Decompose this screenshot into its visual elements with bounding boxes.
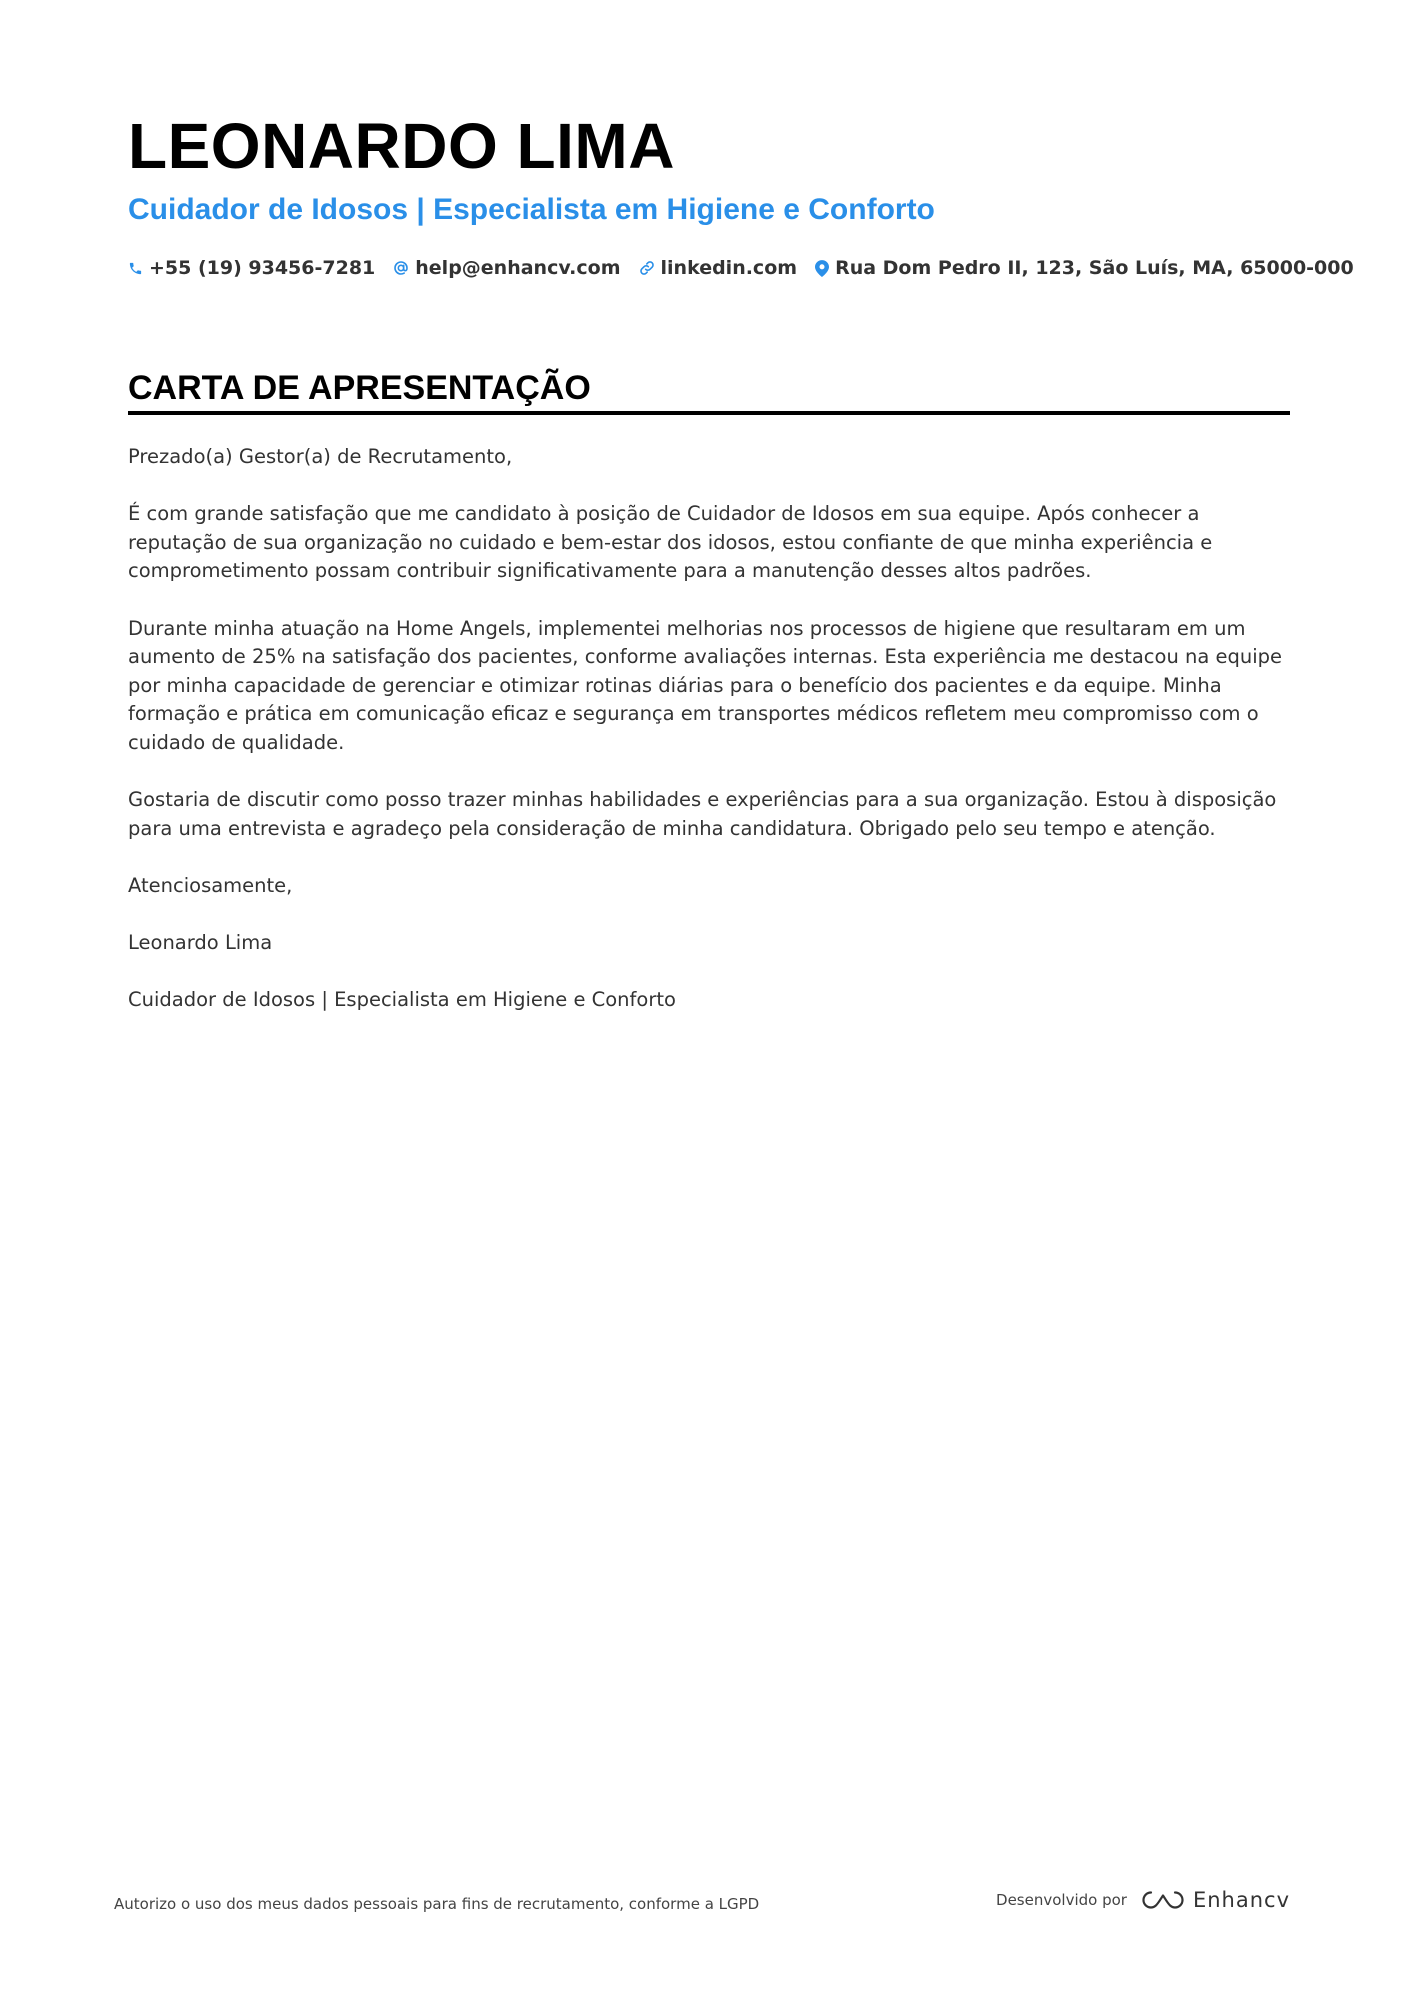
letter-paragraph: Gostaria de discutir como posso trazer minhas habilidades e experiências para a sua organização. Estou à disposição para uma entrevista e agradeço pela consideração de minha candidatura. Obrigado pelo seu tempo e atenção.	[128, 788, 1277, 840]
contact-address-text: Rua Dom Pedro II, 123, São Luís, MA, 65000-000	[835, 257, 1354, 279]
letter-salutation: Prezado(a) Gestor(a) de Recrutamento,	[128, 445, 513, 468]
signature-title: Cuidador de Idosos | Especialista em Higiene e Conforto	[128, 988, 676, 1012]
letter-paragraph: É com grande satisfação que me candidato à posição de Cuidador de Idosos em sua equipe. Após conhecer a reputação de sua organização no cuidado e bem-estar dos idosos, estou confiante de que minha experiência e comprometimento possam contribuir significativamente para a manutenção desses altos padrões.	[128, 502, 1213, 583]
letter-closing: Atenciosamente,	[128, 873, 293, 897]
contact-phone-text: +55 (19) 93456-7281	[149, 257, 376, 279]
contact-linkedin-text: linkedin.com	[660, 257, 798, 279]
link-icon	[639, 260, 655, 276]
consent-note: Autorizo o uso dos meus dados pessoais para fins de recrutamento, conforme a LGPD	[114, 1895, 760, 1913]
letter-paragraph: Durante minha atuação na Home Angels, implementei melhorias nos processos de higiene que resultaram em um aumento de 25% na satisfação dos pacientes, conforme avaliações internas. Esta experiência me destacou na equipe por minha capacidade de gerenciar e otimizar rotinas diárias para o benefício dos pacientes e da equipe. Minha formação e prática em comunicação eficaz e segurança em transportes médicos refletem meu compromisso com o cuidado de qualidade.	[128, 616, 1283, 754]
contact-phone[interactable]	[128, 257, 375, 279]
letter-body	[128, 443, 1290, 1043]
candidate-headline: Cuidador de Idosos | Especialista em Higiene e Conforto	[128, 193, 935, 226]
section-divider	[128, 411, 1290, 415]
section-title: CARTA DE APRESENTAÇÃO	[128, 369, 591, 407]
at-icon	[393, 260, 409, 276]
contact-email[interactable]	[393, 257, 620, 279]
signature-name: Leonardo Lima	[128, 931, 273, 955]
contact-bar	[128, 254, 1372, 282]
location-pin-icon	[815, 260, 829, 277]
powered-by-label: Desenvolvido por	[996, 1891, 1127, 1909]
powered-by[interactable]	[996, 1888, 1290, 1912]
contact-address	[815, 257, 1354, 279]
contact-email-text: help@enhancv.com	[415, 257, 621, 279]
enhancv-brand-name: Enhancv	[1192, 1888, 1290, 1912]
contact-linkedin[interactable]	[639, 257, 798, 279]
phone-icon	[128, 261, 143, 276]
enhancv-logo	[1139, 1888, 1290, 1912]
enhancv-logo-icon	[1139, 1888, 1185, 1912]
candidate-name: LEONARDO LIMA	[128, 110, 675, 182]
